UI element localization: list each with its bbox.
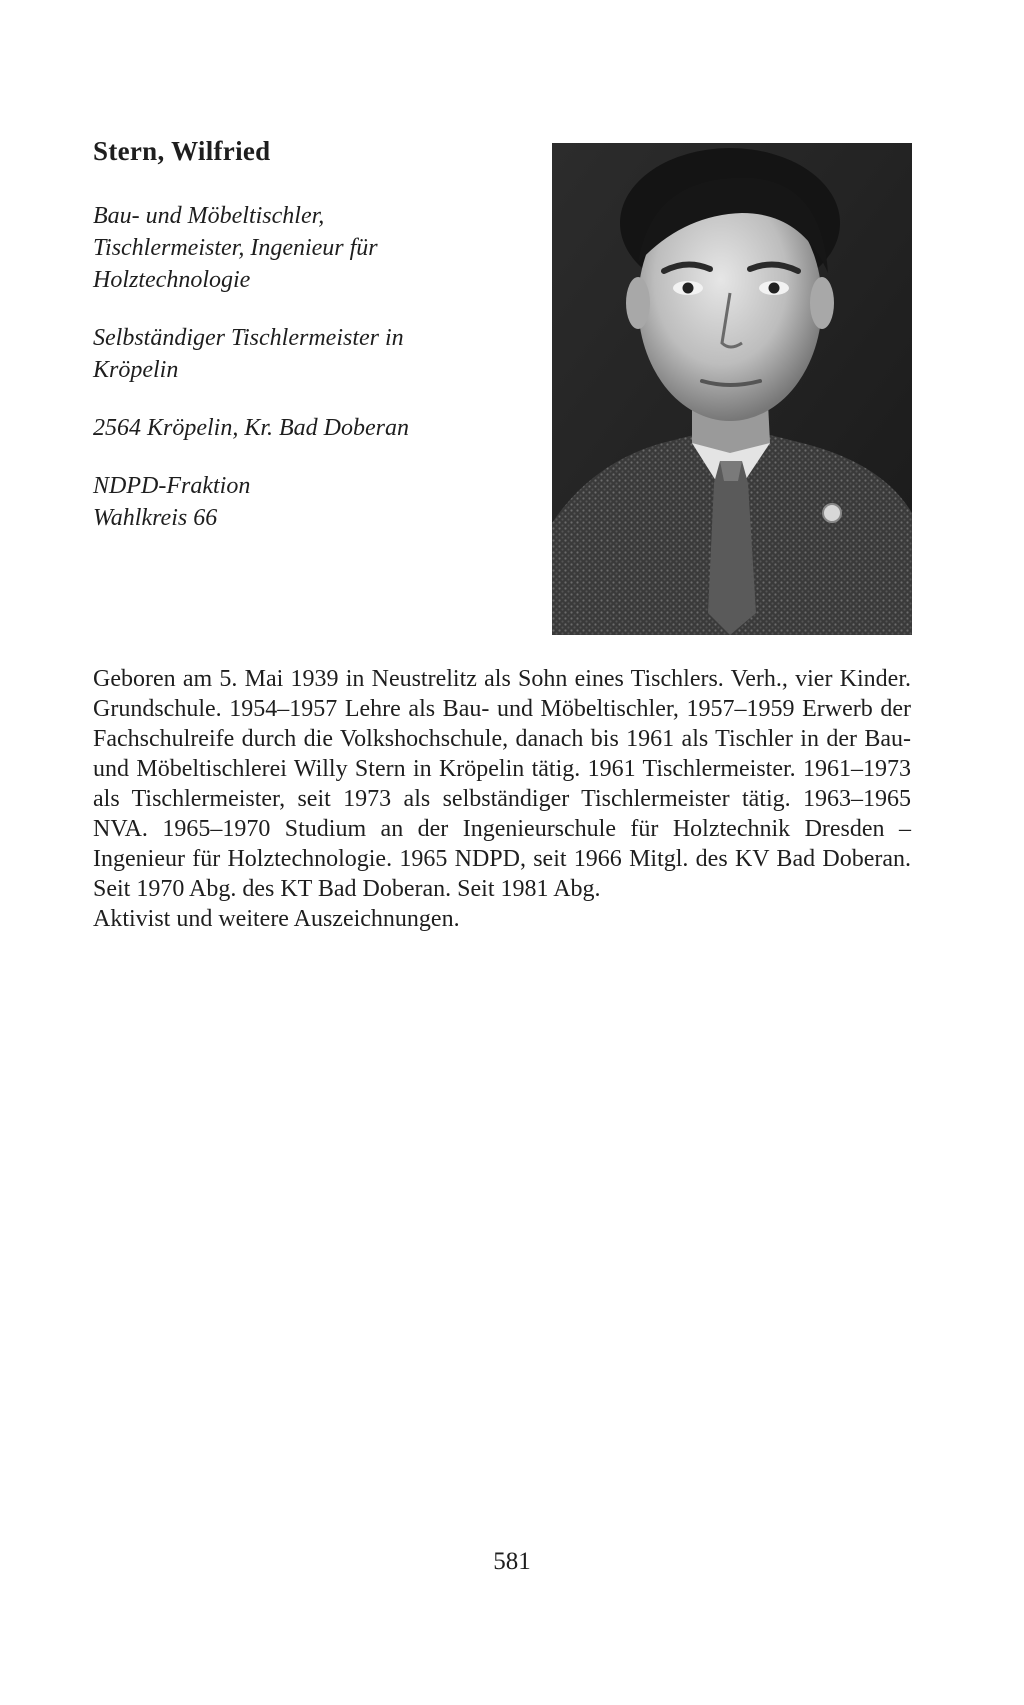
- biography-paragraph: Geboren am 5. Mai 1939 in Neustrelitz als Sohn eines Tischlers. Verh., vier Kinder. Grundschule. 1954–1957 Lehre als Bau- und Möbeltischler, 1957–1959 Erwerb der Fachschulreife durch die Volkshochschule, danach bis 1961 als Tischler in der Bau- und Möbeltischlerei Willy Stern in Kröpelin tätig. 1961 Tischlermeister. 1961–1973 als Tischlermeister, seit 1973 als selbständiger Tischlermeister tätig. 1963–1965 NVA. 1965–1970 Studium an der Ingenieurschule für Holztechnik Dresden – Ingenieur für Holztechnologie. 1965 NDPD, seit 1966 Mitgl. des KV Bad Doberan. Seit 1970 Abg. des KT Bad Doberan. Seit 1981 Abg.: [93, 666, 911, 902]
- profession-line: Tischlermeister, Ingenieur für: [93, 235, 378, 261]
- person-info: [93, 200, 513, 560]
- constituency: Wahlkreis 66: [93, 505, 218, 531]
- faction-block: [93, 470, 513, 534]
- occupation-line: Kröpelin: [93, 357, 179, 383]
- portrait-illustration: [552, 143, 912, 635]
- address: 2564 Kröpelin, Kr. Bad Doberan: [93, 415, 410, 441]
- profession: [93, 200, 513, 296]
- occupation-line: Selbständiger Tischlermeister in: [93, 325, 404, 351]
- biography: [93, 664, 911, 934]
- occupation: [93, 322, 513, 386]
- person-name: Stern, Wilfried: [93, 136, 271, 166]
- page-number: 581: [493, 1548, 531, 1575]
- profession-line: Holztechnologie: [93, 267, 251, 293]
- address-block: [93, 412, 513, 444]
- portrait-photo: [552, 143, 912, 635]
- biography-paragraph: Aktivist und weitere Auszeichnungen.: [93, 906, 460, 932]
- faction: NDPD-Fraktion: [93, 473, 251, 499]
- profession-line: Bau- und Möbeltischler,: [93, 203, 325, 229]
